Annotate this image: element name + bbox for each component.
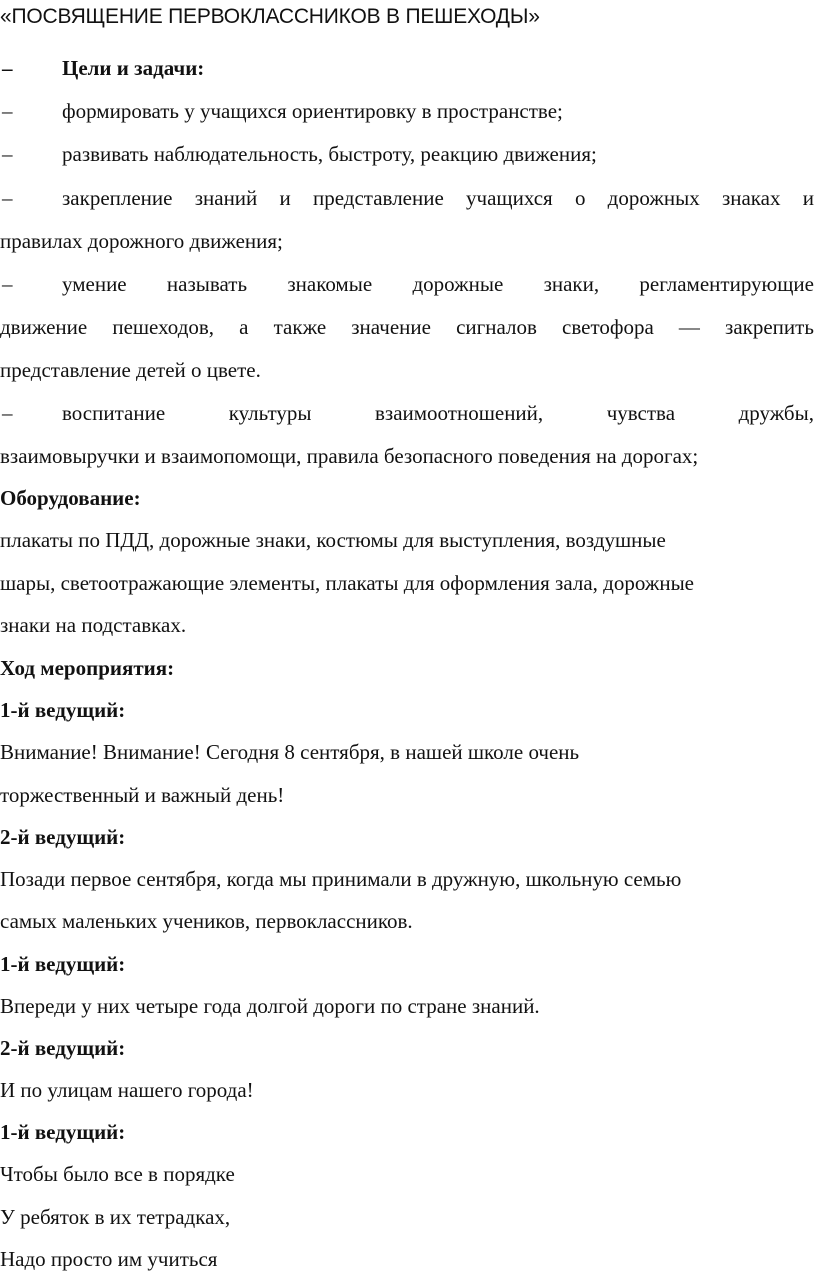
speaker-label: 1-й ведущий: <box>0 1120 126 1144</box>
dash-marker: – <box>2 142 13 166</box>
justified-word: регламентирующие <box>639 272 814 296</box>
speech-text: Позади первое сентября, когда мы принимали в дружную, школьную семью <box>0 867 682 891</box>
speech-text: торжественный и важный день! <box>0 783 285 807</box>
dash-marker: – <box>2 272 13 296</box>
justified-word: воспитание <box>62 401 166 425</box>
goals-heading: Цели и задачи: <box>62 56 205 80</box>
document-title: «ПОСВЯЩЕНИЕ ПЕРВОКЛАССНИКОВ В ПЕШЕХОДЫ» <box>0 5 540 28</box>
speech-text: Впереди у них четыре года долгой дороги по стране знаний. <box>0 994 540 1018</box>
dash-marker: – <box>2 401 13 425</box>
justified-word: дорожных <box>607 186 700 210</box>
goal-item-3-line-2: правилах дорожного движения; <box>0 229 283 253</box>
speaker-label: 2-й ведущий: <box>0 825 126 849</box>
justified-word: культуры <box>228 401 312 425</box>
justified-word: знакомые <box>287 272 373 296</box>
speech-text: И по улицам нашего города! <box>0 1078 254 1102</box>
justified-word: пешеходов, <box>112 315 215 339</box>
goal-item-3-line-1 <box>62 184 814 212</box>
justified-word: закрепление <box>62 186 173 210</box>
goal-item-4-line-2 <box>0 313 814 341</box>
goal-item-5-line-2: взаимовыручки и взаимопомощи, правила безопасного поведения на дорогах; <box>0 444 699 468</box>
speaker-label: 1-й ведущий: <box>0 952 126 976</box>
justified-word: светофора <box>562 315 654 339</box>
justified-word: дружбы, <box>738 401 814 425</box>
equipment-heading: Оборудование: <box>0 486 141 510</box>
justified-word: закрепить <box>725 315 814 339</box>
equipment-line-1: плакаты по ПДД, дорожные знаки, костюмы для выступления, воздушные <box>0 528 666 552</box>
justified-word: также <box>273 315 327 339</box>
speech-text: Внимание! Внимание! Сегодня 8 сентября, в нашей школе очень <box>0 740 580 764</box>
equipment-line-3: знаки на подставках. <box>0 613 187 637</box>
poem-line: Надо просто им учиться <box>0 1247 218 1271</box>
justified-word: а <box>239 315 249 339</box>
justified-word: дорожные <box>412 272 504 296</box>
poem-line: У ребяток в их тетрадках, <box>0 1205 231 1229</box>
justified-word: движение <box>0 315 88 339</box>
goal-item-4-line-1 <box>62 270 814 298</box>
poem-line: Чтобы было все в порядке <box>0 1162 235 1186</box>
goal-item-4-line-3: представление детей о цвете. <box>0 358 261 382</box>
justified-word: чувства <box>606 401 676 425</box>
dash-marker: – <box>2 56 13 80</box>
goal-item-text: формировать у учащихся ориентировку в пространстве; <box>62 99 563 123</box>
justified-word: учащихся <box>466 186 553 210</box>
justified-word: — <box>678 315 700 339</box>
justified-word: взаимоотношений, <box>375 401 544 425</box>
goal-item-5-line-1 <box>62 399 814 427</box>
justified-word: о <box>574 186 586 210</box>
event-heading: Ход мероприятия: <box>0 656 175 680</box>
justified-word: и <box>279 186 291 210</box>
goal-item-text: развивать наблюдательность, быстроту, реакцию движения; <box>62 142 597 166</box>
speech-text: самых маленьких учеников, первоклассников. <box>0 909 413 933</box>
justified-word: сигналов <box>456 315 537 339</box>
justified-word: значение <box>351 315 431 339</box>
dash-marker: – <box>2 99 13 123</box>
equipment-line-2: шары, светоотражающие элементы, плакаты для оформления зала, дорожные <box>0 571 694 595</box>
speaker-label: 1-й ведущий: <box>0 698 126 722</box>
justified-word: знаки, <box>543 272 600 296</box>
dash-marker: – <box>2 186 13 210</box>
justified-word: представление <box>313 186 444 210</box>
justified-word: умение <box>62 272 127 296</box>
justified-word: знаках <box>721 186 781 210</box>
speaker-label: 2-й ведущий: <box>0 1036 126 1060</box>
justified-word: знаний <box>194 186 258 210</box>
justified-word: называть <box>166 272 248 296</box>
justified-word: и <box>802 186 814 210</box>
